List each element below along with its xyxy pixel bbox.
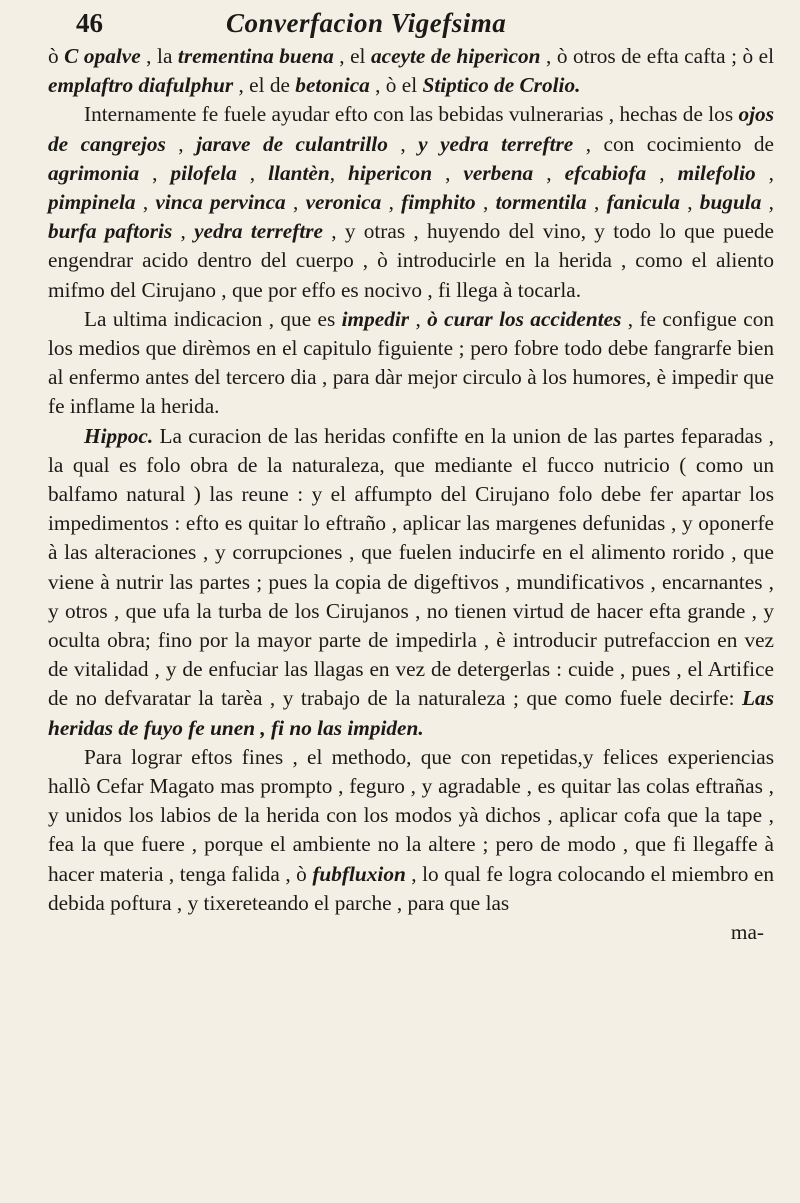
- text-run: , con cocimiento de: [573, 131, 774, 156]
- text-run: ,: [586, 190, 607, 215]
- text-run: , lo qual fe logra colocando el miembro en debida poftura , y tixereteando el parche , para que las: [48, 861, 774, 915]
- italic-term: betonica: [295, 73, 370, 98]
- text-run: ,: [165, 131, 197, 156]
- italic-term: ò curar los accidentes: [427, 306, 622, 331]
- italic-term: agrimonia: [48, 160, 140, 185]
- text-run: ò: [48, 44, 65, 68]
- text-run: ,: [285, 190, 306, 215]
- italic-term: tormentila: [495, 190, 587, 215]
- italic-term: pimpinela: [48, 190, 136, 215]
- catchword: ma-: [730, 920, 764, 945]
- page-header: [48, 8, 774, 42]
- italic-term: fimphito: [401, 190, 476, 215]
- text-run: ,: [409, 306, 428, 331]
- paragraph: [48, 305, 774, 422]
- italic-term: veronica: [305, 190, 382, 215]
- italic-term: burfa paftoris: [48, 219, 173, 244]
- italic-term: verbena: [463, 160, 534, 185]
- running-title: Converfacion Vigefsima: [226, 8, 507, 38]
- italic-term: Stiptico de Crolio.: [422, 73, 581, 98]
- text-run: ,: [329, 160, 349, 185]
- italic-term: aceyte de hiperìcon: [370, 44, 541, 68]
- italic-term: efcabiofa: [564, 160, 647, 185]
- paragraph: [48, 100, 774, 304]
- text-run: ,: [533, 160, 565, 185]
- text-run: ,: [761, 190, 774, 215]
- italic-term: pilofela: [170, 160, 237, 185]
- text-run: ,: [135, 190, 156, 215]
- text-run: Internamente fe fuele ayudar efto con las bebidas vulnerarias , hechas de los: [84, 102, 739, 127]
- text-run: ,: [432, 160, 464, 185]
- text-run: ,: [755, 160, 774, 185]
- text-run: , y otras , huyendo del vino, y todo lo que puede engendrar acido dentro del cuerpo , ò introducirle en la herida , como el aliento mifmo del Cirujano , que por effo es nocivo , fi llega à tocarla.: [48, 219, 774, 302]
- italic-term: vinca pervinca: [155, 190, 286, 215]
- body-text: [48, 42, 774, 918]
- italic-term: llantèn: [268, 160, 330, 185]
- italic-term: C opalve: [64, 44, 141, 68]
- italic-term: impedir: [341, 306, 410, 331]
- text-run: ,: [679, 190, 700, 215]
- text-run: ,: [387, 131, 419, 156]
- text-run: La curacion de las heridas confifte en la union de las partes feparadas , la qual es folo obra de la naturaleza, que mediante el fucco nutricio ( como un balfamo natural ) las reune : y el affumpto del Cirujano folo debe fer apartar los impedimentos : efto es quitar lo eftraño , aplicar las margenes defunidas , y oponerfe à las alteraciones , y corrupciones , que fuelen inducirfe en el alimento rorido , que viene à nutrir las partes ; pues la copia de digeftivos , mundificativos , encarnantes , y otros , que ufa la turba de los Cirujanos , no tienen virtud de hacer efta grande , y oculta obra; fino por la mayor parte de impedirla , è introducir putrefaccion en vez de vitalidad , y de enfuciar las llagas en vez de detergerlas : cuide , pues , el Artifice de no defvaratar la tarèa , y trabajo de la naturaleza ; que como fuele decirfe:: [48, 423, 774, 711]
- text-run: ,: [646, 160, 678, 185]
- paragraph: [48, 422, 774, 743]
- text-run: , ò el: [369, 73, 423, 98]
- italic-term: Las heridas de fuyo fe unen , fi no las impiden.: [48, 686, 774, 740]
- text-run: Para lograr eftos fines , el methodo, que con repetidas,y felices experiencias hallò Cefar Magato mas prompto , feguro , y agradable , es quitar las colas eftrañas , y unidos los labios de la herida con los modos yà dichos , aplicar cofa que la tape , fea la que fuere , porque el ambiente no la altere ; pero de modo , que fi llegaffe à hacer materia , tenga falida , ò: [48, 744, 774, 886]
- text-run: ,: [381, 190, 402, 215]
- italic-term: bugula: [699, 190, 762, 215]
- italic-term: trementina buena: [177, 44, 334, 68]
- text-run: ,: [139, 160, 171, 185]
- italic-term: jarave de culantrillo: [196, 131, 388, 156]
- italic-term: fubfluxion: [312, 861, 406, 886]
- text-run: ,: [236, 160, 269, 185]
- italic-term: milefolio: [677, 160, 756, 185]
- italic-term: Hippoc.: [84, 423, 154, 448]
- italic-term: emplaftro diafulphur: [48, 73, 234, 98]
- text-run: La ultima indicacion , que es: [84, 306, 342, 331]
- text-run: ,: [475, 190, 496, 215]
- text-run: , el de: [233, 73, 296, 98]
- italic-term: fanicula: [606, 190, 680, 215]
- text-run: , la: [140, 44, 178, 68]
- paragraph: [48, 42, 774, 100]
- text-run: ,: [172, 219, 195, 244]
- paragraph: [48, 743, 774, 918]
- text-run: , el: [333, 44, 371, 68]
- italic-term: hipericon: [348, 160, 433, 185]
- italic-term: y yedra terreftre: [418, 131, 574, 156]
- page-number: 46: [76, 8, 103, 38]
- text-run: , ò otros de efta cafta ; ò el: [540, 44, 775, 68]
- italic-term: yedra terreftre: [194, 219, 323, 244]
- italic-term: ojos de cangrejos: [48, 102, 774, 156]
- text-run: , fe configue con los medios que dirèmos en el capitulo figuiente ; pero fobre todo debe fangrarfe bien al enfermo antes del tercero dia , para dàr mejor circulo à los humores, è impedir que fe inflame la herida.: [48, 306, 774, 419]
